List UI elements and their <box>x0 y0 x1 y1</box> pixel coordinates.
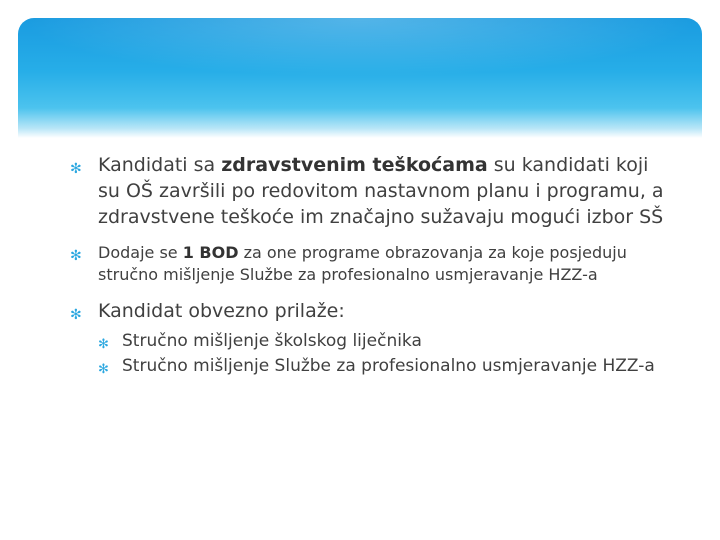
sub-bullet-item <box>70 355 670 378</box>
asterisk-icon: ✻ <box>98 362 109 377</box>
bullet-item-candidates <box>70 152 670 230</box>
header-band <box>18 18 702 138</box>
bullet-text-bold: 1 BOD <box>182 243 239 262</box>
bullet-text-post: za one programe obrazovanja za koje posjeduju stručno mišljenje Službe za profesionalno usmjeravanje HZZ-a <box>98 243 627 284</box>
bullet-item-bonus-point <box>70 242 670 286</box>
bullet-text: Kandidat obvezno prilaže: <box>98 300 345 322</box>
bullet-text-bold: zdravstvenim teškoćama <box>221 154 488 176</box>
bullet-text-pre: Dodaje se <box>98 243 183 262</box>
bullet-text-pre: Kandidati sa <box>98 154 222 176</box>
bullet-list <box>70 152 670 380</box>
sub-bullet-item <box>70 330 670 353</box>
bullet-item-attachments <box>70 298 670 324</box>
asterisk-icon: ✻ <box>98 337 109 352</box>
asterisk-icon: ✻ <box>70 161 82 177</box>
sub-bullet-text: Stručno mišljenje školskog liječnika <box>122 331 422 351</box>
asterisk-icon: ✻ <box>70 307 82 323</box>
bullet-text-post: su kandidati koji su OŠ završili po redovitom nastavnom planu i programu, a zdravstvene teškoće im značajno sužavaju mogući izbor SŠ <box>98 154 664 228</box>
asterisk-icon: ✻ <box>70 248 82 264</box>
sub-bullet-text: Stručno mišljenje Službe za profesionalno usmjeravanje HZZ-a <box>122 356 655 376</box>
